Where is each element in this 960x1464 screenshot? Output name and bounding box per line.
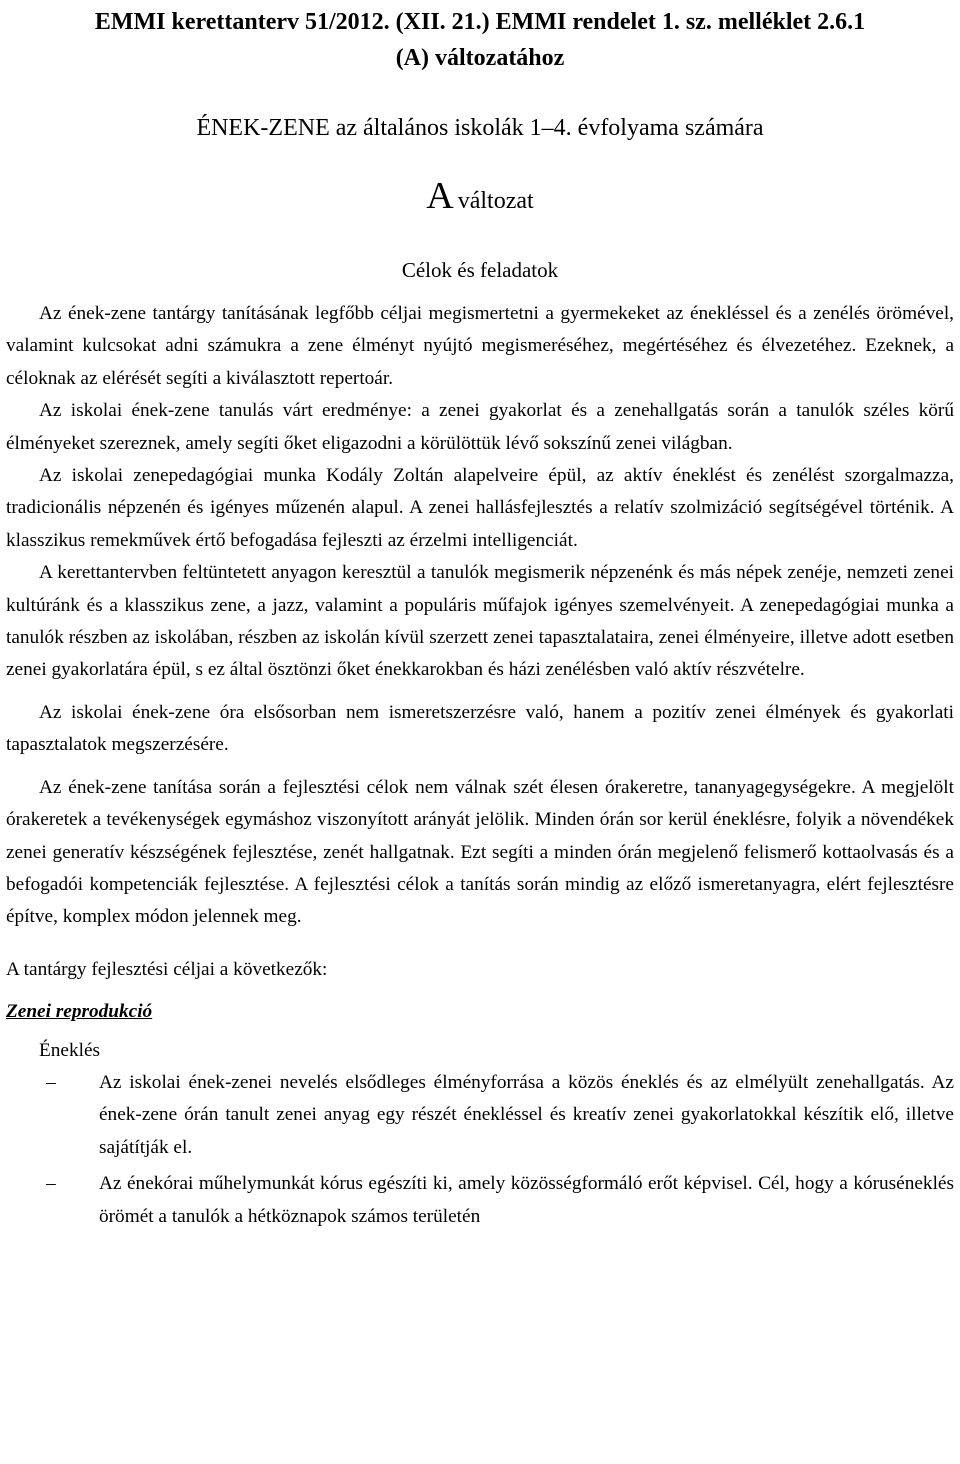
paragraph-3: Az iskolai zenepedagógiai munka Kodály Zoltán alapelveire épül, az aktív éneklést és zenélést szorgalmazza, tradicionális népzenén és igényes műzenén alapul. A zenei hallásfejlesztés a relatív szolmizáció segítségével történik. A klasszikus remekművek értő befogadása fejleszti az érzelmi intelligenciát. (6, 465, 954, 551)
paragraph-4: A kerettantervben feltüntetett anyagon keresztül a tanulók megismerik népzenénk és más népek zenéje, nemzeti zenei kultúránk és a klasszikus zene, a jazz, valamint a populáris műfajok igényes szemelvényeit. A zenepedagógiai munka a tanulók részben az iskolában, részben az iskolán kívül szerzett zenei tapasztalataira, zenei élményeire, illetve adott esetben zenei gyakorlatára épül, s ez által ösztönzi őket énekkarokban és házi zenélésben való aktív részvételre. (6, 562, 954, 681)
dash-bullet: – (46, 1173, 56, 1195)
title-line-2: (A) változatához (395, 45, 565, 71)
document-page (6, 0, 954, 1237)
bullet-list (6, 1067, 954, 1233)
subsection-title: Zenei reprodukció (6, 1001, 153, 1023)
paragraph-6: Az ének-zene tanítása során a fejlesztési célok nem válnak szét élesen órakeretre, tananyagegységekre. A megjelölt órakeretek a tevékenységek egymáshoz viszonyított arányát jelölik. Minden órán sor kerül éneklésre, folyik a növendékek zenei generatív készségének fejlesztése, zenét hallgatnak. Ezt segíti a minden órán megjelenő felismerő kottaolvasás és a befogadói kompetenciák fejlesztése. A fejlesztési célok a tanítás során mindig az előző ismeretanyagra, elért fejlesztésre építve, komplex módon jelennek meg. (6, 776, 954, 928)
title-line-1: EMMI kerettanterv 51/2012. (XII. 21.) EMMI rendelet 1. sz. melléklet 2.6.1 (94, 9, 866, 35)
paragraph-1: Az ének-zene tantárgy tanításának legfőbb céljai megismertetni a gyermekeket az énekléssel és a zenélés örömével, valamint kulcsokat adni számukra a zene élményt nyújtó megismeréséhez, megértéséhez és élvezetéhez. Ezeknek, a céloknak az elérését segíti a kiválasztott repertoár. (6, 303, 954, 389)
subject-title: ÉNEK-ZENE az általános iskolák 1–4. évfolyama számára (196, 115, 764, 141)
paragraph-2: Az iskolai ének-zene tanulás várt eredménye: a zenei gyakorlat és a zenehallgatás során a tanulók széles körű élményeket szereznek, amely segíti őket eligazodni a körülöttük lévő sokszínű zenei világban. (6, 400, 954, 454)
variant-title (6, 174, 954, 226)
document-title (6, 0, 954, 76)
list-item-text: Az iskolai ének-zenei nevelés elsődleges élményforrása a közös éneklés és az elmélyült zenehallgatás. Az ének-zene órán tanult zenei anyag egy részét énekléssel és kreatív zenei gyakorlatokkal készítik elő, illetve sajátítják el. (99, 1071, 954, 1158)
goals-intro: A tantárgy fejlesztési céljai a következők: (6, 958, 328, 980)
paragraph-5: Az iskolai ének-zene óra elsősorban nem ismeretszerzésre való, hanem a pozitív zenei élmények és gyakorlati tapasztalatok megszerzésére. (6, 701, 954, 756)
section-title: Célok és feladatok (401, 258, 559, 282)
list-item (6, 1168, 954, 1233)
list-item (6, 1067, 954, 1164)
body-text (6, 298, 954, 934)
subsubsection-title: Éneklés (39, 1039, 101, 1061)
dash-bullet: – (46, 1071, 56, 1093)
list-item-text: Az énekórai műhelymunkát kórus egészíti ki, amely közösségformáló erőt képvisel. Cél, hogy a kóruséneklés örömét a tanulók a hétköznapok számos területén (99, 1173, 954, 1227)
variant-word: változat (457, 188, 534, 214)
variant-letter: A (426, 175, 454, 217)
